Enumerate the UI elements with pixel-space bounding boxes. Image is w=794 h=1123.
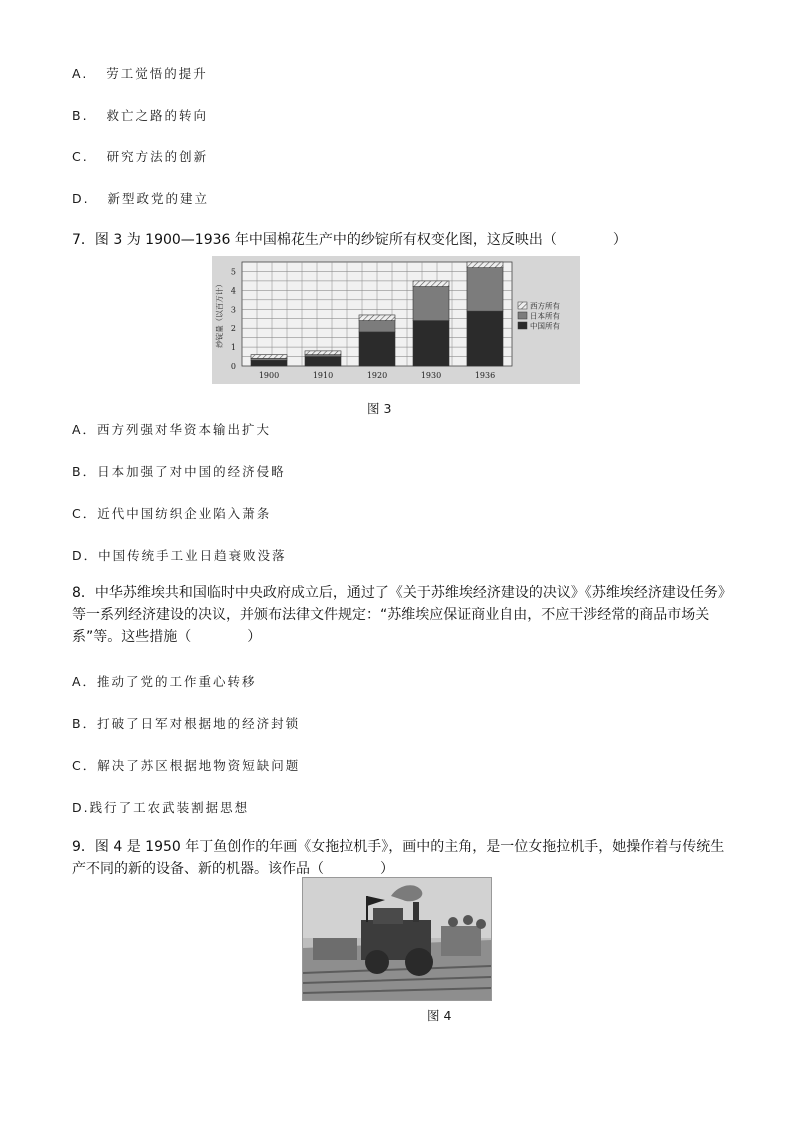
q7-option-c: C．近代中国纺织企业陷入萧条 (72, 506, 272, 521)
legend-swatch (518, 322, 527, 329)
bar-segment (467, 268, 503, 311)
legend-label: 日本所有 (530, 311, 560, 321)
q8-option-b: B．打破了日军对根据地的经济封锁 (72, 716, 301, 731)
option-letter: B. (72, 108, 89, 123)
bar-segment (359, 315, 395, 321)
bar-segment (467, 262, 503, 268)
option-letter: C. (72, 149, 89, 164)
q7-option-d: D．中国传统手工业日趋衰败没落 (72, 548, 287, 563)
figure-3-chart (212, 256, 580, 384)
bar-segment (467, 311, 503, 366)
question-8-stem: 8．中华苏维埃共和国临时中央政府成立后，通过了《关于苏维埃经济建设的决议》《苏维埃经济建设任务》等一系列经济建设的决议，并颁布法律文件规定：“苏维埃应保证商业自由，不应干涉经常的商品市场关系”等。这些措施（ ） (72, 585, 732, 645)
y-tick-label: 2 (230, 324, 236, 334)
figure-4-painting (302, 877, 492, 1001)
option-letter: A. (72, 66, 89, 81)
y-tick-label: 1 (230, 343, 236, 353)
bar-segment (359, 332, 395, 366)
bar-segment (305, 357, 341, 366)
question-9-stem: 9．图 4 是 1950 年丁鱼创作的年画《女拖拉机手》，画中的主角，是一位女拖拉机手，她操作着与传统生产不同的新的设备、新的机器。该作品（ ） (72, 839, 725, 877)
legend-label: 西方所有 (530, 301, 560, 311)
tractor-painting-image (303, 878, 491, 1000)
y-tick-label: 4 (230, 286, 236, 296)
legend-label: 中国所有 (530, 321, 560, 331)
question-7-stem: 7．图 3 为 1900—1936 年中国棉花生产中的纱锭所有权变化图，这反映出（ ） (72, 232, 627, 248)
bar-segment (413, 287, 449, 321)
q8-option-a: A．推动了党的工作重心转移 (72, 674, 257, 689)
option-a (72, 64, 208, 82)
bar-segment (251, 355, 287, 359)
x-tick-label: 1930 (420, 371, 442, 380)
stacked-bar-chart (212, 256, 580, 384)
option-text: 研究方法的创新 (106, 149, 209, 164)
option-b (72, 106, 208, 124)
option-d (72, 189, 209, 207)
y-tick-label: 5 (230, 267, 236, 277)
option-letter: D. (72, 191, 90, 206)
chart-legend (518, 301, 560, 331)
bar-segment (413, 321, 449, 366)
option-c (72, 147, 208, 165)
y-axis-label: 纱锭量（以百万计） (215, 280, 224, 348)
y-tick-label: 3 (230, 305, 236, 315)
q8-option-c: C．解决了苏区根据地物资短缺问题 (72, 758, 301, 773)
figure-3-caption: 图 3 (367, 401, 392, 416)
legend-swatch (518, 302, 527, 309)
legend-swatch (518, 312, 527, 319)
bar-segment (251, 360, 287, 366)
q7-option-b: B．日本加强了对中国的经济侵略 (72, 464, 286, 479)
option-text: 劳工觉悟的提升 (106, 66, 208, 81)
x-tick-label: 1910 (312, 371, 334, 380)
q8-option-d: D.践行了工农武装割据思想 (72, 800, 250, 815)
q7-option-a: A．西方列强对华资本输出扩大 (72, 422, 272, 437)
x-tick-label: 1900 (258, 371, 280, 380)
x-tick-label: 1936 (474, 371, 496, 380)
bar-segment (413, 281, 449, 287)
figure-4-caption: 图 4 (427, 1008, 452, 1023)
bar-segment (305, 351, 341, 355)
x-tick-label: 1920 (366, 371, 388, 380)
y-tick-label: 0 (230, 362, 236, 371)
option-text: 救亡之路的转向 (106, 108, 208, 123)
option-text: 新型政党的建立 (107, 191, 210, 206)
bar-segment (359, 321, 395, 332)
